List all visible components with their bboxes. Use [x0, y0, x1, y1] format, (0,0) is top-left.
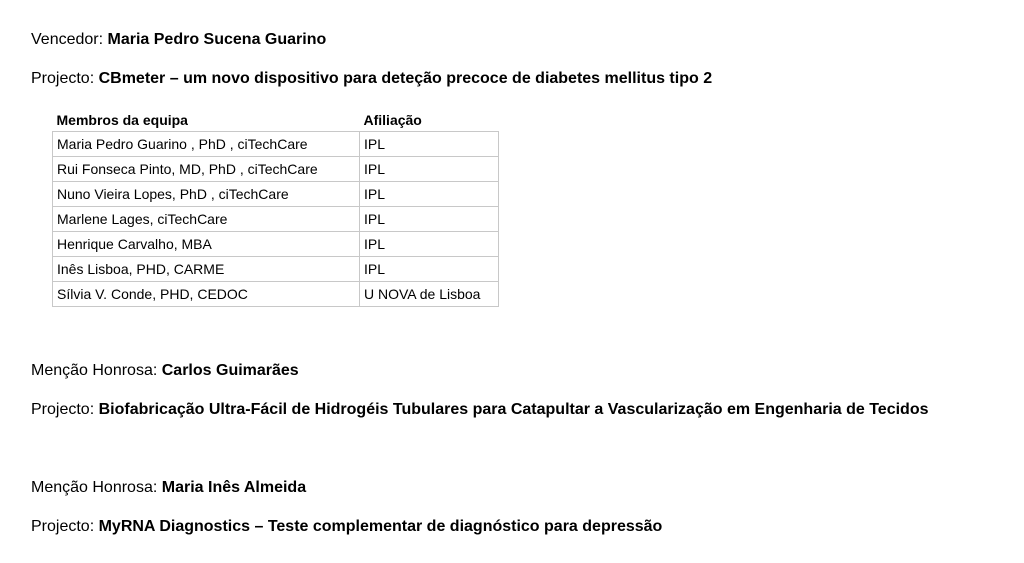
honorable-mention-2-project-label: Projecto:	[31, 518, 95, 535]
honorable-mention-1-name: Carlos Guimarães	[161, 362, 299, 379]
honorable-mention-1-project-line	[31, 400, 929, 420]
table-row	[53, 257, 499, 282]
table-row	[53, 157, 499, 182]
winner-label: Vencedor:	[31, 31, 104, 48]
team-member-cell: Marlene Lages, ciTechCare	[53, 207, 360, 232]
honorable-mention-2-label: Menção Honrosa:	[31, 479, 158, 496]
team-affiliation-header: Afiliação	[363, 112, 422, 128]
team-affiliation-cell: IPL	[360, 232, 499, 257]
table-row	[53, 232, 499, 257]
winner-name: Maria Pedro Sucena Guarino	[107, 31, 327, 48]
team-member-cell: Rui Fonseca Pinto, MD, PhD , ciTechCare	[53, 157, 360, 182]
team-affiliation-cell: U NOVA de Lisboa	[360, 282, 499, 307]
team-table	[52, 109, 499, 307]
winner-project-line	[31, 69, 712, 89]
winner-line	[31, 30, 326, 50]
honorable-mention-2-project-line	[31, 517, 662, 537]
team-table-header-row	[53, 109, 499, 132]
honorable-mention-2-line	[31, 478, 306, 498]
team-affiliation-cell: IPL	[360, 257, 499, 282]
team-affiliation-cell: IPL	[360, 132, 499, 157]
team-affiliation-cell: IPL	[360, 182, 499, 207]
team-member-cell: Inês Lisboa, PHD, CARME	[53, 257, 360, 282]
winner-project-title: CBmeter – um novo dispositivo para deteção precoce de diabetes mellitus tipo 2	[98, 70, 713, 87]
table-row	[53, 132, 499, 157]
honorable-mention-1-project-title: Biofabricação Ultra-Fácil de Hidrogéis Tubulares para Catapultar a Vascularização em Engenharia de Tecidos	[98, 401, 929, 418]
team-member-cell: Nuno Vieira Lopes, PhD , ciTechCare	[53, 182, 360, 207]
document-page	[31, 0, 1011, 563]
team-affiliation-cell: IPL	[360, 207, 499, 232]
team-affiliation-cell: IPL	[360, 157, 499, 182]
table-row	[53, 207, 499, 232]
honorable-mention-2-name: Maria Inês Almeida	[161, 479, 307, 496]
honorable-mention-1-label: Menção Honrosa:	[31, 362, 158, 379]
honorable-mention-1-line	[31, 361, 299, 381]
honorable-mention-2-project-title: MyRNA Diagnostics – Teste complementar de diagnóstico para depressão	[98, 518, 663, 535]
honorable-mention-1-project-label: Projecto:	[31, 401, 95, 418]
team-member-cell: Maria Pedro Guarino , PhD , ciTechCare	[53, 132, 360, 157]
team-member-cell: Henrique Carvalho, MBA	[53, 232, 360, 257]
table-row	[53, 282, 499, 307]
team-members-header: Membros da equipa	[56, 112, 188, 128]
table-row	[53, 182, 499, 207]
team-member-cell: Sílvia V. Conde, PHD, CEDOC	[53, 282, 360, 307]
winner-project-label: Projecto:	[31, 70, 95, 87]
